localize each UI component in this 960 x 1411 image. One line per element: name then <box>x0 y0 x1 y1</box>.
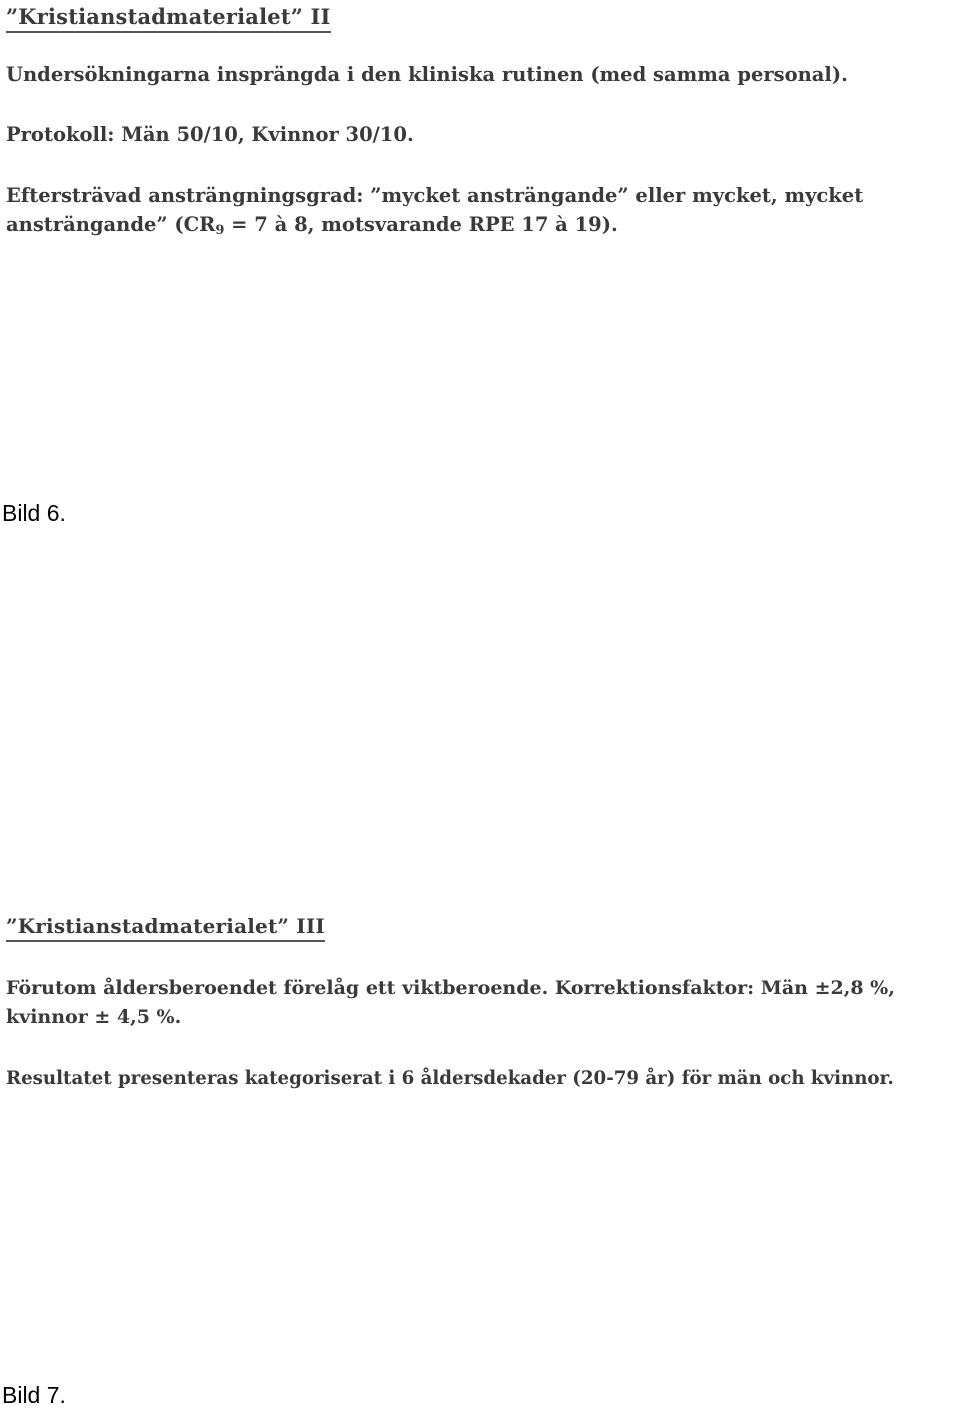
paragraph-weight-line1: Förutom åldersberoendet förelåg ett viktberoende. Korrektionsfaktor: Män ±2,8 %, <box>6 977 895 999</box>
paragraph-weight-line2: kvinnor ± 4,5 %. <box>6 1006 182 1028</box>
exertion-text-b: = 7 à 8, motsvarande RPE 17 à 19). <box>224 213 618 236</box>
slide-image-2 <box>0 910 960 1100</box>
paragraph-results: Resultatet presenteras kategoriserat i 6 åldersdekader (20-79 år) för män och kvinnor. <box>6 1068 894 1089</box>
paragraph-exertion-line2 <box>6 210 618 245</box>
paragraph-protocol: Protokoll: Män 50/10, Kvinnor 30/10. <box>6 123 414 146</box>
slide-title: ”Kristianstadmaterialet” III <box>6 914 325 942</box>
figure-caption-6: Bild 6. <box>2 500 66 526</box>
slide-title: ”Kristianstadmaterialet” II <box>6 4 331 33</box>
paragraph-exertion-line1: Eftersträvad ansträngningsgrad: ”mycket ansträngande” eller mycket, mycket <box>6 184 864 207</box>
exertion-text-a: ansträngande” (CR <box>6 213 216 236</box>
exertion-subscript: 9 <box>215 223 225 238</box>
paragraph-examinations: Undersökningarna insprängda i den kliniska rutinen (med samma personal). <box>6 63 848 86</box>
figure-caption-7: Bild 7. <box>2 1382 66 1408</box>
slide-image-1 <box>0 0 960 250</box>
